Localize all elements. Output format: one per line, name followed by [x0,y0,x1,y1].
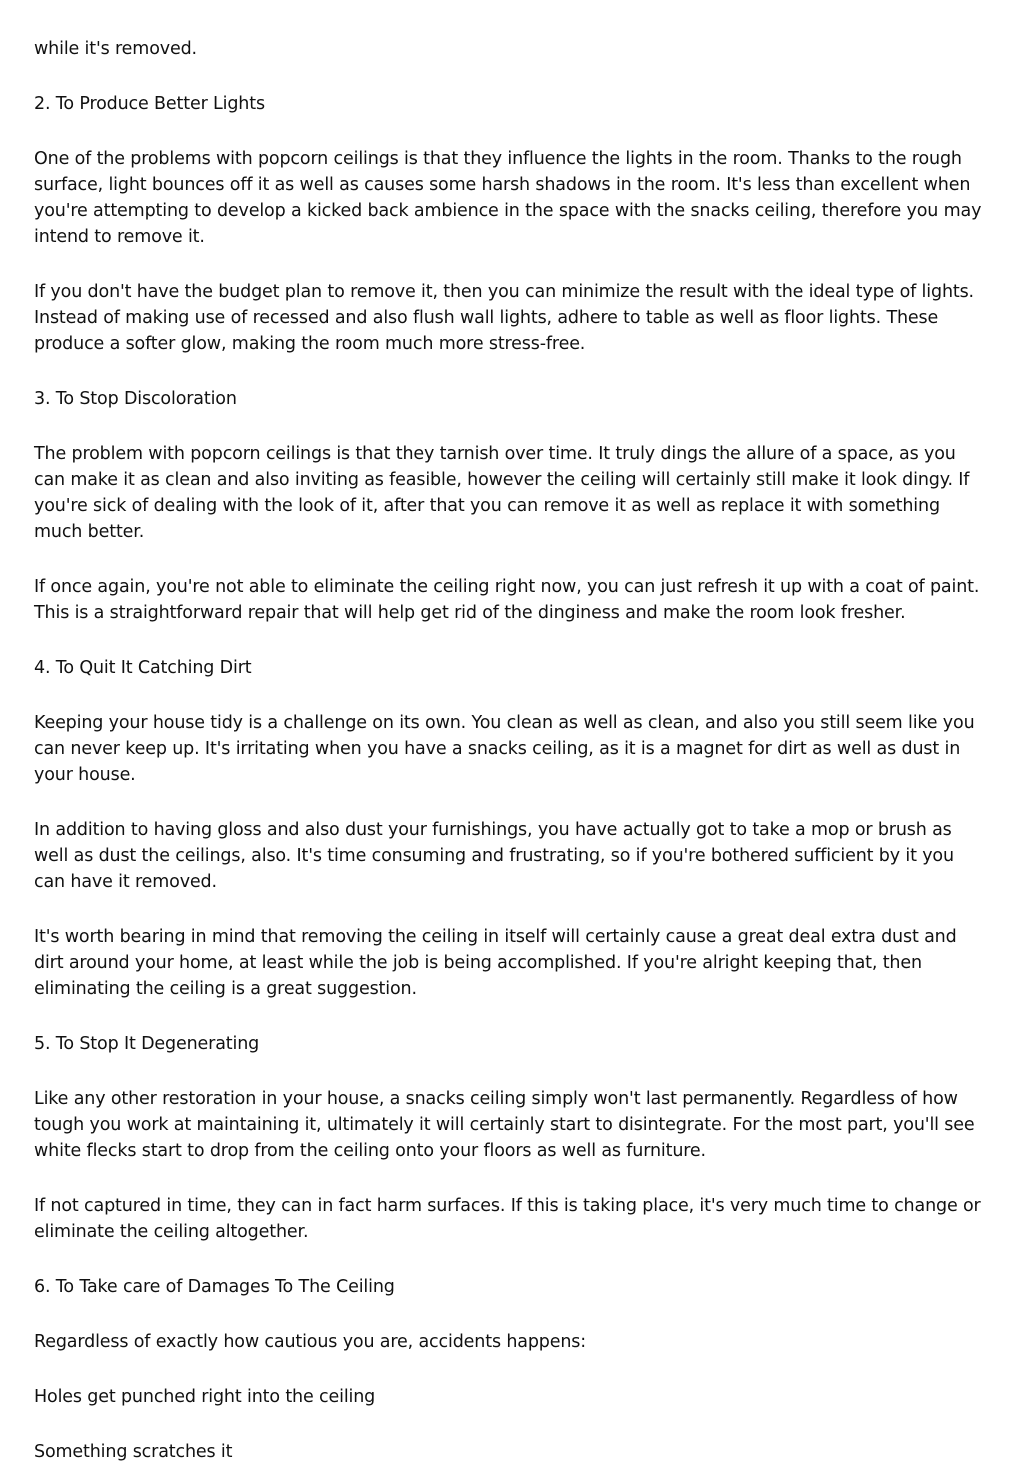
heading-damages: 6. To Take care of Damages To The Ceiling [34,1277,395,1297]
paragraph-discoloration-problem: The problem with popcorn ceilings is that they tarnish over time. It truly dings the allure of a space, as you can make it as clean and also inviting as feasible, however the ceiling will certainly still make it look dingy. If you're sick of dealing with the look of it, after that you can remove it as well as replace it with something much better. [34,444,970,542]
paragraph-degenerating-harm: If not captured in time, they can in fact harm surfaces. If this is taking place, it's very much time to change or eliminate the ceiling altogether. [34,1196,981,1242]
paragraph-degenerating-restoration: Like any other restoration in your house, a snacks ceiling simply won't last permanently. Regardless of how tough you work at maintaining it, ultimately it will certainly start to disintegrate. For the most part, you'll see white flecks start to drop from the ceiling onto your floors as well as furniture. [34,1089,975,1161]
heading-degenerating: 5. To Stop It Degenerating [34,1034,260,1054]
paragraph-dirt-tidy: Keeping your house tidy is a challenge on its own. You clean as well as clean, and also you still seem like you can never keep up. It's irritating when you have a snacks ceiling, as it is a magnet for dirt as well as dust in your house. [34,713,975,785]
paragraph-lights-problem: One of the problems with popcorn ceilings is that they influence the lights in the room. Thanks to the rough surface, light bounces off it as well as causes some harsh shadows in the room. It's less than excellent when you're attempting to develop a kicked back ambience in the space with the snacks ceiling, therefore you may intend to remove it. [34,149,982,247]
paragraph-dirt-removal: It's worth bearing in mind that removing the ceiling in itself will certainly cause a great deal extra dust and dirt around your home, at least while the job is being accomplished. If you're alright keeping that, then eliminating the ceiling is a great suggestion. [34,927,957,999]
paragraph-dirt-dusting: In addition to having gloss and also dust your furnishings, you have actually got to take a mop or brush as well as dust the ceilings, also. It's time consuming and frustrating, so if you're bothered sufficient by it you can have it removed. [34,820,954,892]
paragraph-continued-removal: while it's removed. [34,39,197,59]
paragraph-lights-budget: If you don't have the budget plan to remove it, then you can minimize the result with the ideal type of lights. Instead of making use of recessed and also flush wall lights, adhere to table as well as floor lights. These produce a softer glow, making the room much more stress-free. [34,282,974,354]
paragraph-damages-accidents: Regardless of exactly how cautious you are, accidents happens: [34,1332,587,1352]
heading-discoloration: 3. To Stop Discoloration [34,389,237,409]
heading-better-lights: 2. To Produce Better Lights [34,94,265,114]
paragraph-damages-holes: Holes get punched right into the ceiling [34,1387,376,1407]
paragraph-discoloration-paint: If once again, you're not able to eliminate the ceiling right now, you can just refresh it up with a coat of paint. This is a straightforward repair that will help get rid of the dinginess and make the room look fresher. [34,577,980,623]
paragraph-damages-scratches: Something scratches it [34,1442,233,1462]
heading-catching-dirt: 4. To Quit It Catching Dirt [34,658,252,678]
